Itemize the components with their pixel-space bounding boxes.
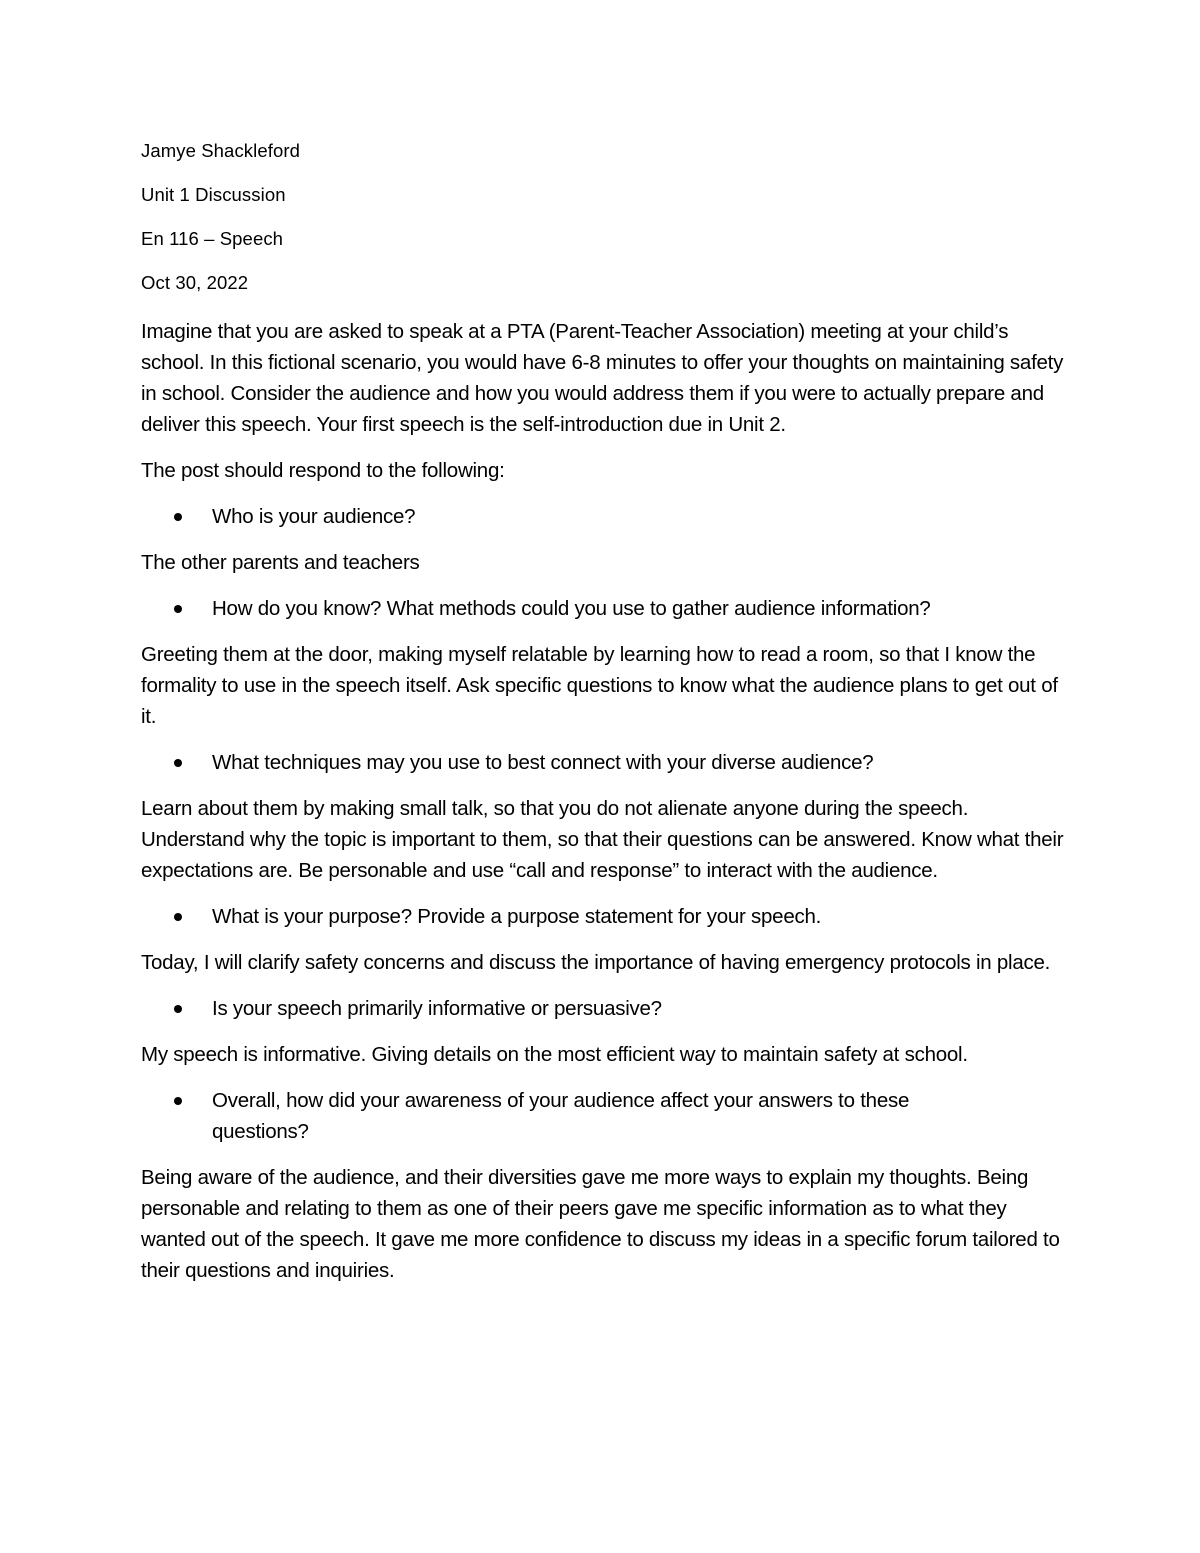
question-text: How do you know? What methods could you use to gather audience information? xyxy=(212,597,931,620)
bullet-icon xyxy=(174,1097,182,1105)
question-text: What techniques may you use to best connect with your diverse audience? xyxy=(212,751,874,774)
prompt-intro: Imagine that you are asked to speak at a PTA (Parent-Teacher Association) meeting at your child’s school. In this fictional scenario, you would have 6-8 minutes to offer your thoughts on maintaining safety in school. Consider the audience and how you would address them if you were to actually prepare and deliver this speech. Your first speech is the self-introduction due in Unit 2. xyxy=(141,320,1064,436)
course-name: En 116 – Speech xyxy=(141,228,284,249)
question-item xyxy=(141,501,1071,532)
answer-text: Greeting them at the door, making myself relatable by learning how to read a room, so that I know the formality to use in the speech itself. Ask specific questions to know what the audience plans to get out of it. xyxy=(141,643,1058,728)
bullet-icon xyxy=(174,1005,182,1013)
document-date: Oct 30, 2022 xyxy=(141,272,249,293)
author-name: Jamye Shackleford xyxy=(141,140,301,161)
answer-text: Learn about them by making small talk, so that you do not alienate anyone during the speech. Understand why the topic is important to them, so that their questions can be answered. Know what their expectations are. Be personable and use “call and response” to interact with the audience. xyxy=(141,797,1064,882)
assignment-title: Unit 1 Discussion xyxy=(141,184,286,205)
document-body xyxy=(141,138,1071,1301)
question-item xyxy=(141,993,1071,1024)
question-text: Who is your audience? xyxy=(212,505,416,528)
question-text: Is your speech primarily informative or persuasive? xyxy=(212,997,662,1020)
answer-text: Today, I will clarify safety concerns and discuss the importance of having emergency protocols in place. xyxy=(141,951,1051,974)
answer-text: The other parents and teachers xyxy=(141,551,420,574)
question-item xyxy=(141,593,1071,624)
bullet-icon xyxy=(174,913,182,921)
question-item xyxy=(141,1085,1071,1147)
bullet-icon xyxy=(174,605,182,613)
bullet-icon xyxy=(174,513,182,521)
question-text: What is your purpose? Provide a purpose statement for your speech. xyxy=(212,905,822,928)
answer-text: My speech is informative. Giving details on the most efficient way to maintain safety at school. xyxy=(141,1043,968,1066)
prompt-lead: The post should respond to the following: xyxy=(141,459,505,482)
question-item xyxy=(141,747,1071,778)
question-item xyxy=(141,901,1071,932)
answer-text: Being aware of the audience, and their diversities gave me more ways to explain my thoughts. Being personable and relating to them as one of their peers gave me specific information as to what they wanted out of the speech. It gave me more confidence to discuss my ideas in a specific forum tailored to their questions and inquiries. xyxy=(141,1166,1060,1282)
bullet-icon xyxy=(174,759,182,767)
question-text: Overall, how did your awareness of your audience affect your answers to these questions? xyxy=(212,1089,910,1143)
